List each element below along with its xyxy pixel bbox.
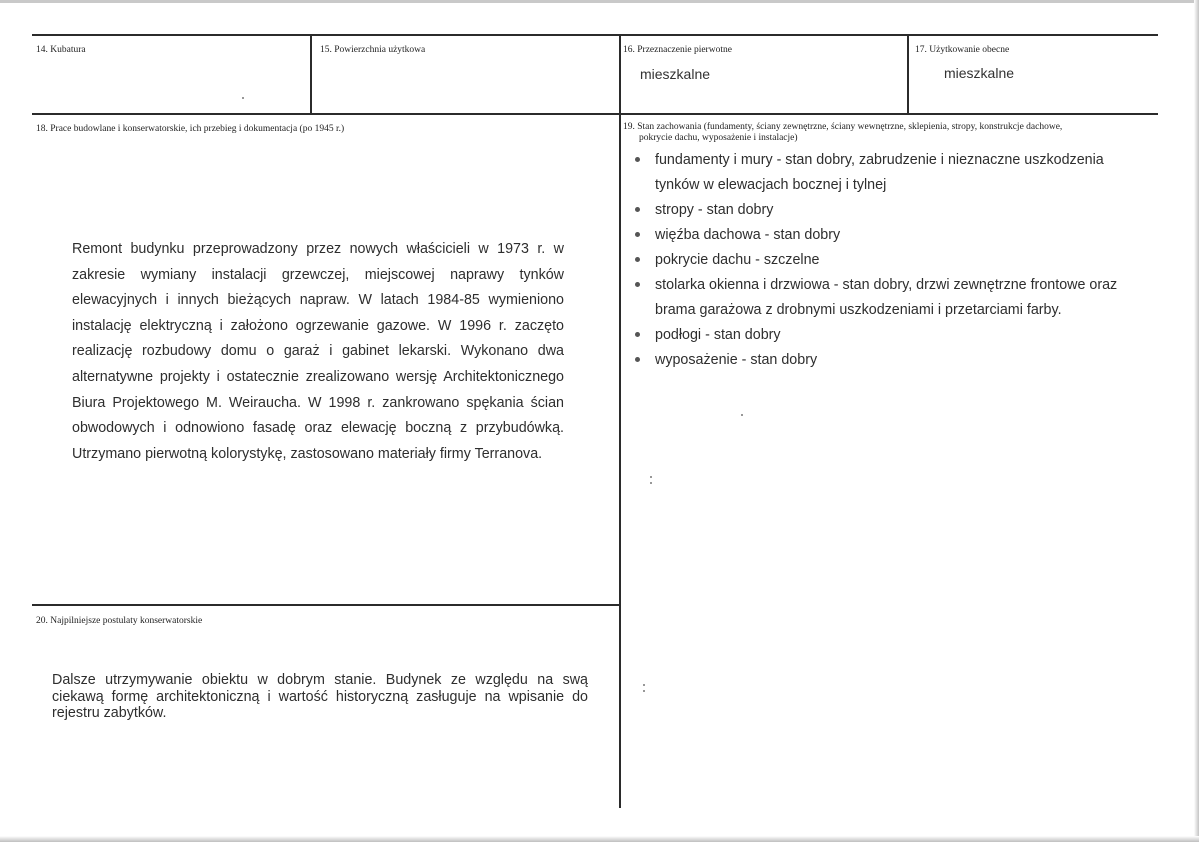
condition-item bbox=[634, 198, 1144, 223]
scan-speck bbox=[650, 482, 652, 484]
scan-speck bbox=[242, 97, 244, 99]
condition-item-text: stropy - stan dobry bbox=[655, 202, 774, 218]
bullet-icon bbox=[635, 257, 640, 262]
bullet-icon bbox=[635, 357, 640, 362]
rule-v-1 bbox=[310, 34, 312, 114]
scan-edge-right bbox=[1194, 0, 1199, 842]
scan-speck bbox=[643, 684, 645, 686]
field-19-label-line2: pokrycie dachu, wyposażenie i instalacje) bbox=[639, 133, 798, 143]
condition-item-text: fundamenty i mury - stan dobry, zabrudzenie i nieznaczne uszkodzenia tynków w elewacjach bocznej i tylnej bbox=[655, 152, 1104, 193]
scan-speck bbox=[643, 690, 645, 692]
condition-item-text: pokrycie dachu - szczelne bbox=[655, 252, 820, 268]
field-18-label: 18. Prace budowlane i konserwatorskie, ich przebieg i dokumentacja (po 1945 r.) bbox=[36, 124, 345, 134]
condition-item-text: stolarka okienna i drzwiowa - stan dobry, drzwi zewnętrzne frontowe oraz brama garażowa z drobnymi uszkodzeniami i przetarciami farby. bbox=[655, 277, 1118, 318]
condition-item bbox=[634, 348, 1144, 373]
bullet-icon bbox=[635, 332, 640, 337]
field-15-label: 15. Powierzchnia użytkowa bbox=[320, 45, 426, 55]
bullet-icon bbox=[635, 157, 640, 162]
condition-item bbox=[634, 323, 1144, 348]
condition-item bbox=[634, 148, 1144, 198]
field-20-text: Dalsze utrzymywanie obiektu w dobrym stanie. Budynek ze względu na swą ciekawą formę architektoniczną i wartość historyczną zasługuje na wpisanie do rejestru zabytków. bbox=[52, 672, 588, 721]
scan-speck bbox=[650, 476, 652, 478]
field-17-label: 17. Użytkowanie obecne bbox=[915, 45, 1010, 55]
field-19-label-line1: 19. Stan zachowania (fundamenty, ściany zewnętrzne, ściany wewnętrzne, sklepienia, stropy, konstrukcje dachowe, bbox=[623, 122, 1063, 132]
condition-list bbox=[634, 148, 1144, 373]
field-16-value: mieszkalne bbox=[640, 66, 711, 82]
field-14-label: 14. Kubatura bbox=[36, 45, 86, 55]
scan-speck bbox=[741, 414, 743, 416]
condition-item-text: więźba dachowa - stan dobry bbox=[655, 227, 841, 243]
rule-top bbox=[32, 34, 1158, 36]
condition-item-text: podłogi - stan dobry bbox=[655, 327, 781, 343]
rule-left-lower bbox=[32, 604, 620, 606]
rule-v-2 bbox=[907, 34, 909, 114]
rule-mid bbox=[32, 113, 1158, 115]
field-17-value: mieszkalne bbox=[944, 65, 1015, 81]
bullet-icon bbox=[635, 232, 640, 237]
scan-edge-bottom bbox=[0, 836, 1199, 842]
condition-item-text: wyposażenie - stan dobry bbox=[655, 352, 818, 368]
field-20-label: 20. Najpilniejsze postulaty konserwatorskie bbox=[36, 616, 203, 626]
bullet-icon bbox=[635, 282, 640, 287]
scan-edge-top bbox=[0, 0, 1199, 3]
condition-item bbox=[634, 223, 1144, 248]
condition-item bbox=[634, 273, 1144, 323]
rule-v-main bbox=[619, 34, 621, 808]
field-18-text: Remont budynku przeprowadzony przez nowych właścicieli w 1973 r. w zakresie wymiany instalacji grzewczej, miejscowej naprawy tynków elewacyjnych i innych bieżących napraw. W latach 1984-85 wymieniono instalację elektryczną i założono ogrzewanie gazowe. W 1996 r. zaczęto realizację rozbudowy domu o garaż i gabinet lekarski. Wykonano dwa alternatywne projekty i ostatecznie zrealizowano wersję Architektonicznego Biura Projektowego M. Weiraucha. W 1998 r. zankrowano spękania ścian obwodowych i odnowiono fasadę oraz elewację boczną z przybudówką. Utrzymano pierwotną kolorystykę, zastosowano materiały firmy Terranova. bbox=[72, 241, 564, 462]
bullet-icon bbox=[635, 207, 640, 212]
field-16-label: 16. Przeznaczenie pierwotne bbox=[623, 45, 732, 55]
condition-item bbox=[634, 248, 1144, 273]
